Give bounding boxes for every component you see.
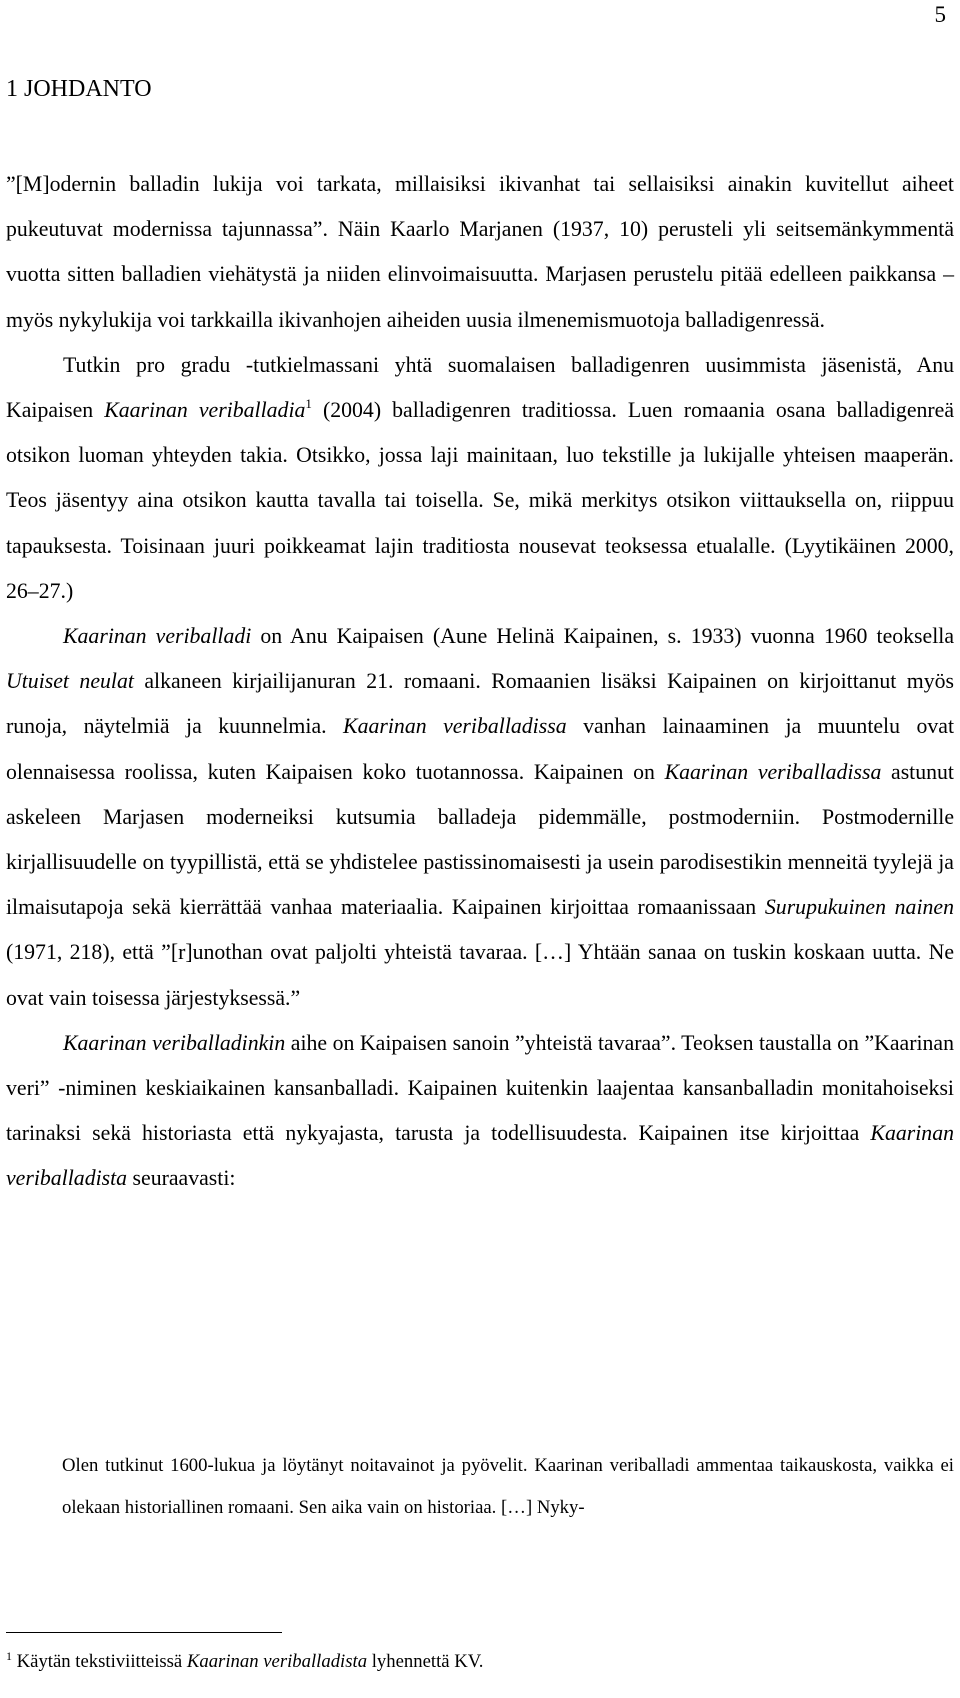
text-run: (1971, 218), että ”[r]unothan ovat paljolti yhteistä tavaraa. […] Yhtään sanaa on tuskin koskaan uutta. Ne ovat vain toisessa järjestyksessä.” [6,940,954,1010]
text-run: vanhan lainaaminen ja muuntelu ovat olennaisessa roolissa, kuten Kaipaisen koko tuotannossa. Kaipainen on [6,714,955,784]
text-run: aihe on Kaipaisen sanoin ”yhteistä tavaraa”. Teoksen taustalla on ”Kaarinan veri” -niminen keskiaikainen kansanballadi. Kaipainen kuitenkin laajentaa kansanballadin monitahoiseksi tarinaksi sekä historiasta että nykyajasta, tarusta ja todellisuudesta. Kaipainen itse kirjoittaa [6,1030,954,1146]
section-heading: 1 JOHDANTO [6,76,152,102]
text-run: seuraavasti: [127,1166,236,1191]
italic-title: Kaarinan veriballadinkin [63,1030,286,1055]
italic-title: Kaarinan veriballadista [186,1651,368,1672]
page-number: 5 [934,2,946,27]
italic-title: Surupukuinen nainen [764,895,954,920]
quote-text: Olen tutkinut 1600-lukua ja löytänyt noitavainot ja pyövelit. Kaarinan veriballadi ammentaa taikauskosta, vaikka ei olekaan historiallinen romaani. Sen aika vain on historiaa. […] Nyky- [62,1455,954,1518]
footnote-ref: 1 [305,396,312,412]
block-quote [62,1445,954,1529]
text-run: lyhennettä KV. [367,1651,484,1672]
text-run: on Anu Kaipaisen (Aune Helinä Kaipainen, s. 1933) vuonna 1960 teoksella [251,624,954,649]
paragraph [6,614,954,1021]
text-run: (2004) balladigenren traditiossa. Luen romaania osana balladigenreä otsikon luoman yhteyden takia. Otsikko, jossa laji mainitaan, luo tekstille ja lukijalle yhteisen maaperän. Teos jäsentyy aina otsikon kautta tavalla tai toisella. Se, mikä merkitys otsikon viittauksella on, riippuu tapauksesta. Toisinaan juuri poikkeamat lajin traditiosta nousevat teoksessa etualalle. (Lyytikäinen 2000, 26–27.) [6,398,954,603]
paragraph [6,343,954,614]
text-run: astunut askeleen Marjasen moderneiksi kutsumia balladeja pidemmälle, postmoderniin. Postmodernille kirjallisuudelle on tyypillistä, että se yhdistelee pastissinomaisesti ja usein parodisestikin menneitä tyylejä ja ilmaisutapoja sekä kierrättää vanhaa materiaalia. Kaipainen kirjoittaa romaanissaan [6,759,954,920]
italic-title: Kaarinan veriballadia [104,398,306,423]
footnote-separator [6,1632,282,1633]
text-run: ”[M]odernin balladin lukija voi tarkata, millaisiksi ikivanhat tai sellaisiksi ainakin kuvitellut aiheet pukeutuvat modernissa tajunnassa”. Näin Kaarlo Marjanen (1937, 10) perusteli yli seitsemänkymmentä vuotta sitten balladien viehätystä ja niiden elinvoimaisuutta. Marjasen perustelu pitää edelleen paikkansa – myös nykylukija voi tarkkailla ikivanhojen aiheiden uusia ilmenemismuotoja balladigenressä. [6,172,954,332]
paragraph [6,1021,954,1202]
italic-title: Kaarinan veriballadi [63,624,252,649]
italic-title: Kaarinan veriballadissa [664,759,882,784]
paragraph [6,162,954,343]
text-run: alkaneen kirjailijanuran 21. romaani. Romaanien lisäksi Kaipainen on kirjoittanut myös runoja, näytelmiä ja kuunnelmia. [6,669,954,739]
footnote-text [12,1651,483,1672]
text-run: Tutkin pro gradu -tutkielmassani yhtä suomalaisen balladigenren uusimmista jäsenistä, Anu Kaipaisen [6,352,954,423]
body-text [6,162,954,1202]
text-run: Käytän tekstiviitteissä [12,1651,187,1672]
italic-title: Utuiset neulat [6,669,134,694]
footnote [6,1650,483,1674]
italic-title: Kaarinan veriballadissa [343,714,567,739]
footnote-marker: 1 [6,1649,12,1663]
italic-title: Kaarinan veriballadista [6,1121,954,1191]
